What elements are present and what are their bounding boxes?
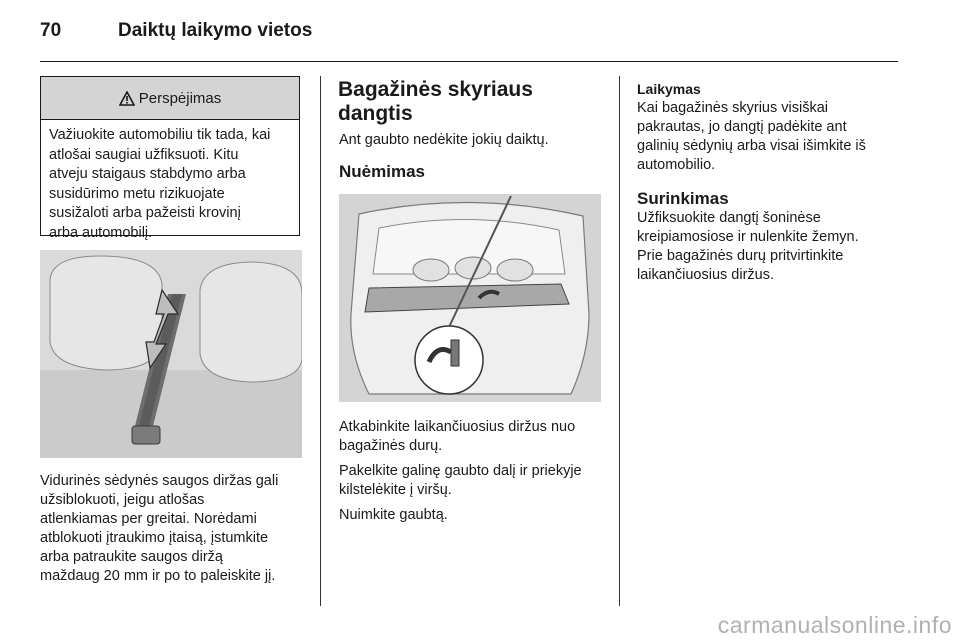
assembly-line: Užfiksuokite dangtį šoninėse <box>637 210 821 226</box>
assembly-line: kreipiamosiose ir nulenkite žemyn. <box>637 229 859 245</box>
removal-heading: Nuėmimas <box>339 162 425 181</box>
section-title-line: Bagažinės skyriaus <box>338 78 533 101</box>
removal-step <box>339 418 611 456</box>
removal-step <box>339 462 611 500</box>
right-column <box>637 80 907 285</box>
page-number: 70 <box>40 20 62 41</box>
warning-text <box>41 120 299 243</box>
cargo-cover-illustration <box>339 194 601 402</box>
section-intro: Ant gaubto nedėkite jokių daiktų. <box>339 132 549 148</box>
caption-line: atlenkiamas per greitai. Norėdami <box>40 511 257 527</box>
watermark: carmanualsonline.info <box>717 612 952 638</box>
caption-line: arba patraukite saugos diržą <box>40 549 223 565</box>
caption-line: Vidurinės sėdynės saugos diržas gali <box>40 473 279 489</box>
warning-box <box>40 76 300 241</box>
warning-header <box>41 77 299 120</box>
warning-line: atlošai saugiai užfiksuoti. Kitu <box>49 146 239 163</box>
warning-line: arba automobilį. <box>49 224 153 241</box>
assembly-line: laikančiuosius diržus. <box>637 267 775 283</box>
step-line: kilstelėkite į viršų. <box>339 482 452 498</box>
storage-line: Kai bagažinės skyrius visiškai <box>637 100 828 116</box>
warning-line: susidūrimo metu rizikuojate <box>49 185 225 202</box>
caption-line: maždaug 20 mm ir po to paleiskite jį. <box>40 568 276 584</box>
section-title-line: dangtis <box>338 102 413 125</box>
header-rule <box>40 61 898 62</box>
seatbelt-caption <box>40 472 310 586</box>
step-line: Pakelkite galinę gaubto dalį ir priekyje <box>339 463 582 479</box>
column-divider-right <box>619 76 620 606</box>
warning-triangle-icon <box>119 91 135 106</box>
assembly-line: Prie bagažinės durų pritvirtinkite <box>637 248 844 264</box>
seatbelt-illustration <box>40 250 302 458</box>
warning-line: atveju staigaus stabdymo arba <box>49 166 246 182</box>
assembly-heading: Surinkimas <box>637 189 729 208</box>
step-line: Nuimkite gaubtą. <box>339 507 448 523</box>
storage-heading: Laikymas <box>637 81 701 97</box>
removal-steps <box>339 418 611 531</box>
storage-line: automobilio. <box>637 157 716 173</box>
storage-line: pakrautas, jo dangtį padėkite ant <box>637 119 847 135</box>
warning-line: Važiuokite automobiliu tik tada, kai <box>49 127 271 143</box>
column-divider-left <box>320 76 321 606</box>
caption-line: atblokuoti įtraukimo įtaisą, įstumkite <box>40 530 269 546</box>
page-title: Daiktų laikymo vietos <box>118 20 313 41</box>
warning-line: susižaloti arba pažeisti krovinį <box>49 205 241 221</box>
storage-line: galinių sėdynių arba visai išimkite iš <box>637 138 866 154</box>
section-title <box>338 78 608 126</box>
removal-step <box>339 506 611 525</box>
step-line: bagažinės durų. <box>339 438 443 454</box>
caption-line: užsiblokuoti, jeigu atlošas <box>40 492 205 508</box>
step-line: Atkabinkite laikančiuosius diržus nuo <box>339 419 576 435</box>
warning-title: Perspėjimas <box>138 89 222 107</box>
